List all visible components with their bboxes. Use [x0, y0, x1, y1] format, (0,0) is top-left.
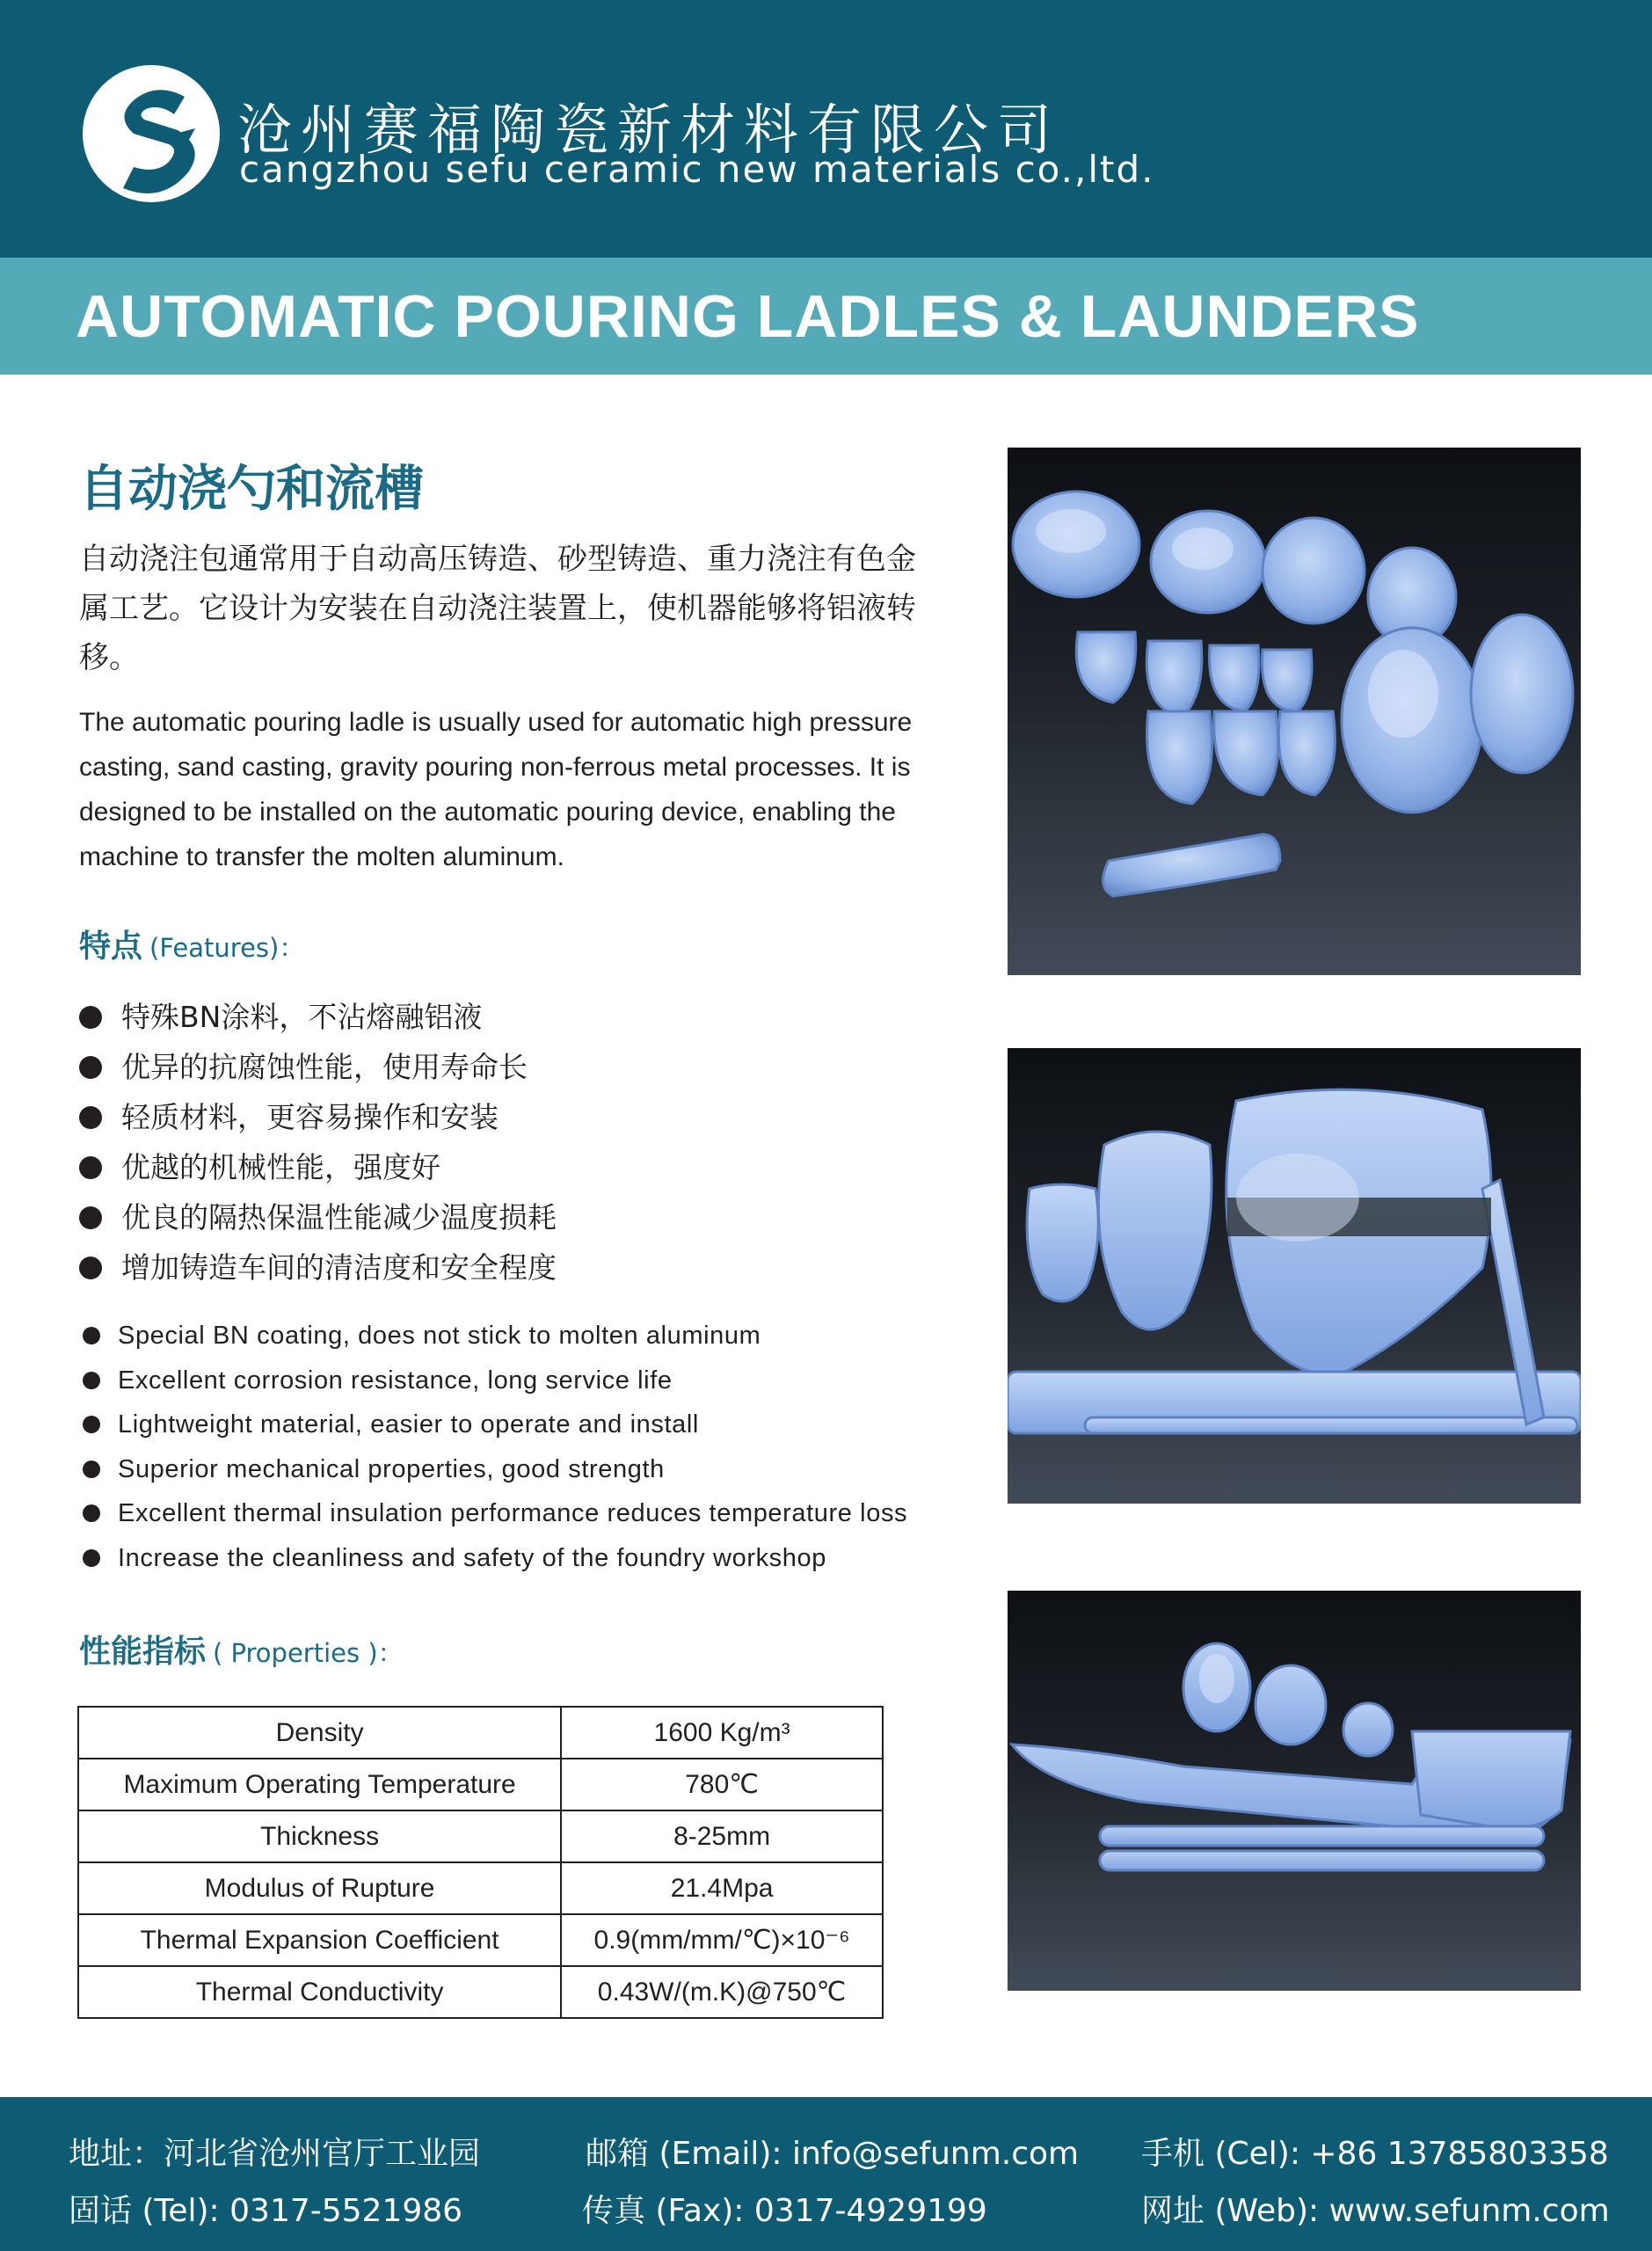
bullet-icon	[79, 1056, 102, 1079]
features-heading-en: (Features)：	[149, 933, 305, 963]
bullet-icon	[79, 1206, 102, 1229]
bullet-icon	[83, 1504, 100, 1522]
feature-text: Superior mechanical properties, good strength	[118, 1454, 665, 1483]
property-name: Modulus of Rupture	[78, 1862, 561, 1914]
table-row	[78, 1862, 883, 1914]
header-band	[0, 0, 1652, 258]
footer-fax: 传真 (Fax): 0317-4929199	[582, 2193, 987, 2229]
description-en: The automatic pouring ladle is usually used for automatic high pressure casting, sand casting, gravity pouring non-ferrous metal processes. It is designed to be installed on the automatic pouring device, enabling the machine to transfer the molten aluminum.	[79, 708, 913, 871]
feature-text: 优异的抗腐蚀性能，使用寿命长	[121, 1050, 528, 1084]
feature-item-cn	[79, 1192, 557, 1242]
description-cn: 自动浇注包通常用于自动高压铸造、砂型铸造、重力浇注有色金属工艺。它设计为安装在自动浇注装置上，使机器能够将铝液转移。	[79, 542, 916, 675]
property-name: Maximum Operating Temperature	[78, 1759, 561, 1810]
features-list-cn	[79, 992, 557, 1293]
feature-item-en	[79, 1536, 907, 1581]
footer-email[interactable]: 邮箱 (Email): info@sefunm.com	[586, 2136, 1080, 2172]
company-name-cn: 沧州赛福陶瓷新材料有限公司	[237, 98, 1061, 162]
table-row	[78, 1810, 883, 1862]
page-title: AUTOMATIC POURING LADLES & LAUNDERS	[76, 283, 1420, 350]
table-row	[78, 1914, 883, 1966]
bullet-icon	[83, 1461, 100, 1478]
property-value: 0.43W/(m.K)@750℃	[561, 1966, 883, 2018]
feature-item-en	[79, 1359, 907, 1403]
feature-item-cn	[79, 1142, 557, 1192]
feature-text: 特殊BN涂料，不沾熔融铝液	[121, 1000, 483, 1034]
feature-text: Increase the cleanliness and safety of the foundry workshop	[118, 1543, 826, 1572]
feature-item-cn	[79, 1042, 557, 1092]
bullet-icon	[79, 1156, 102, 1179]
feature-text: Excellent corrosion resistance, long service life	[118, 1366, 673, 1395]
feature-item-cn	[79, 992, 557, 1042]
property-value: 8-25mm	[561, 1810, 883, 1862]
feature-item-cn	[79, 1092, 557, 1142]
product-photo-ladles	[1008, 448, 1581, 975]
bullet-icon	[83, 1327, 100, 1344]
footer-website[interactable]: 网址 (Web): www.sefunm.com	[1141, 2193, 1610, 2229]
property-name: Thickness	[78, 1810, 561, 1862]
bullet-icon	[79, 1106, 102, 1129]
title-band	[0, 258, 1652, 375]
footer-contact-band	[0, 2097, 1652, 2251]
properties-heading-en: ( Properties )：	[213, 1638, 404, 1668]
property-name: Density	[78, 1707, 561, 1759]
company-name-en: cangzhou sefu ceramic new materials co.,ltd.	[239, 148, 1155, 191]
features-list-en	[79, 1314, 907, 1580]
feature-item-cn	[79, 1242, 557, 1293]
product-heading-cn: 自动浇勺和流槽	[79, 461, 424, 518]
bullet-icon	[79, 1257, 102, 1279]
property-value: 1600 Kg/m³	[561, 1707, 883, 1759]
features-heading	[79, 922, 304, 966]
bullet-icon	[79, 1006, 102, 1029]
feature-text: Excellent thermal insulation performance reduces temperature loss	[118, 1499, 908, 1527]
feature-text: 优越的机械性能，强度好	[121, 1150, 440, 1184]
feature-item-en	[79, 1447, 907, 1492]
feature-item-en	[79, 1491, 907, 1536]
feature-text: Special BN coating, does not stick to molten aluminum	[118, 1322, 761, 1350]
features-heading-cn: 特点	[79, 929, 143, 965]
feature-item-en	[79, 1314, 907, 1359]
footer-mobile: 手机 (Cel): +86 13785803358	[1141, 2136, 1609, 2172]
bullet-icon	[83, 1372, 100, 1389]
feature-text: 轻质材料，更容易操作和安装	[121, 1100, 499, 1134]
table-row	[78, 1759, 883, 1810]
bullet-icon	[83, 1549, 100, 1567]
footer-tel: 固话 (Tel): 0317-5521986	[69, 2193, 463, 2229]
feature-item-en	[79, 1402, 907, 1447]
footer-address: 地址：河北省沧州官厅工业园	[69, 2136, 481, 2172]
company-logo-icon	[81, 63, 222, 204]
table-row	[78, 1707, 883, 1759]
table-row	[78, 1966, 883, 2018]
property-value: 0.9(mm/mm/℃)×10⁻⁶	[561, 1914, 883, 1966]
property-name: Thermal Expansion Coefficient	[78, 1914, 561, 1966]
property-value: 21.4Mpa	[561, 1862, 883, 1914]
feature-text: 优良的隔热保温性能减少温度损耗	[121, 1200, 557, 1235]
property-name: Thermal Conductivity	[78, 1966, 561, 2018]
product-photo-launders	[1008, 1591, 1581, 1991]
feature-text: Lightweight material, easier to operate and install	[118, 1410, 699, 1439]
product-photo-ladles-launder	[1008, 1048, 1581, 1504]
feature-text: 增加铸造车间的清洁度和安全程度	[121, 1250, 557, 1285]
bullet-icon	[83, 1416, 100, 1433]
properties-heading-cn: 性能指标	[79, 1634, 207, 1670]
property-value: 780℃	[561, 1759, 883, 1810]
properties-table	[77, 1706, 884, 2019]
properties-heading	[79, 1627, 404, 1672]
